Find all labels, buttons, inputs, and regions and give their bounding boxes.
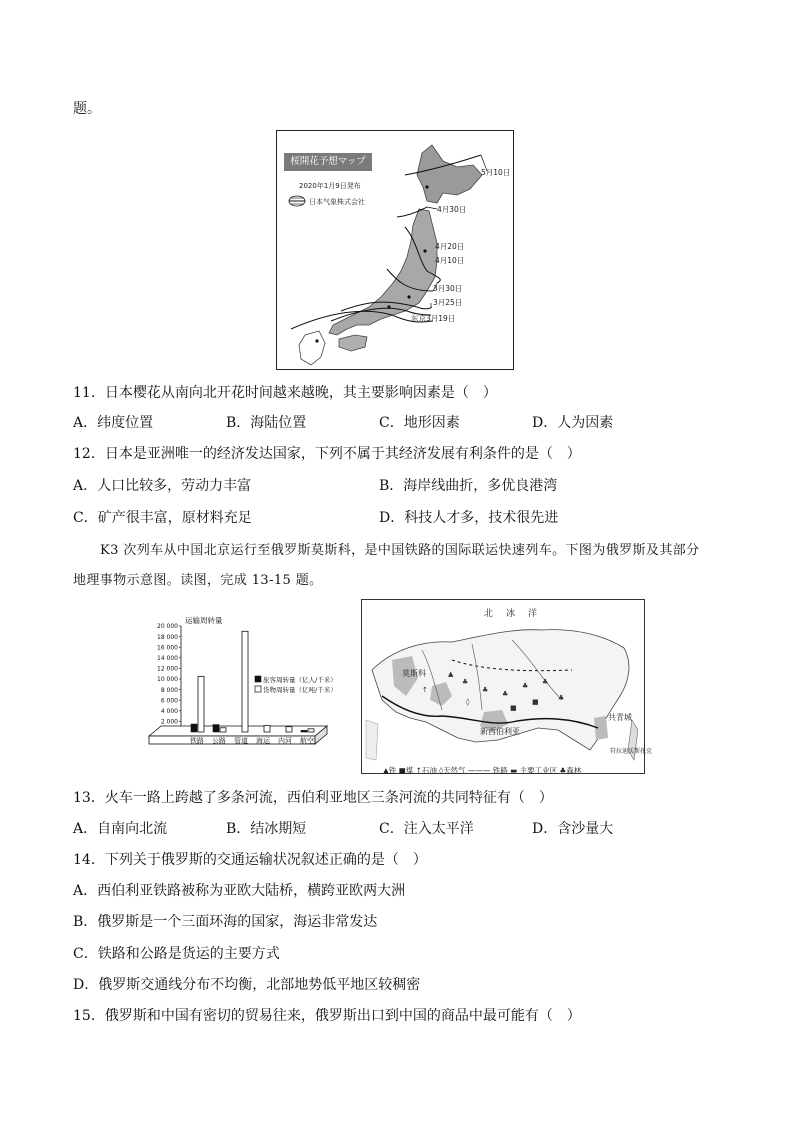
map-title: 桜開花予想マップ: [284, 153, 372, 171]
bar-passenger: [301, 730, 307, 732]
svg-text:▲: ▲: [448, 670, 454, 678]
y-tick-label: 20 000: [157, 623, 178, 631]
q13-option-a[interactable]: A．自南向北流: [73, 821, 168, 837]
y-tick-label: 14 000: [157, 655, 178, 662]
q11-option-c[interactable]: C．地形因素: [379, 415, 460, 431]
q14-option-d[interactable]: D．俄罗斯交通线分布不均衡，北部地势低平地区较稠密: [73, 977, 421, 993]
isoline-label: 3月25日: [433, 298, 463, 307]
svg-text:♣: ♣: [502, 690, 509, 698]
q13-option-d[interactable]: D．含沙量大: [532, 821, 614, 837]
transport-volume-chart: [145, 614, 337, 764]
q14-option-a[interactable]: A．西伯利亚铁路被称为亚欧大陆桥，横跨亚欧两大洲: [73, 883, 406, 899]
city-label-komsomolsk: 共青城: [608, 713, 632, 722]
q14-option-b[interactable]: B．俄罗斯是一个三面环海的国家，海运非常发达: [73, 914, 378, 930]
russia-map-graphic: [362, 600, 644, 773]
q12-option-d[interactable]: D．科技人才多，技术很先进: [379, 510, 559, 526]
bar-freight: [264, 726, 270, 732]
isoline-label: 5月10日: [481, 168, 511, 177]
passage-line-2: 地理事物示意图。读图，完成 13-15 题。: [73, 573, 323, 588]
q11-option-b[interactable]: B．海陆位置: [226, 415, 307, 431]
q14-option-c[interactable]: C．铁路和公路是货运的主要方式: [73, 946, 280, 962]
bar-freight: [308, 729, 314, 732]
q13-option-b[interactable]: B．结冰期短: [226, 821, 307, 837]
svg-text:♣: ♣: [558, 694, 565, 702]
map-company: 日本气象株式会社: [309, 198, 365, 206]
svg-text:♣: ♣: [522, 682, 529, 690]
q12-option-c[interactable]: C．矿产很丰富，原材料充足: [73, 510, 252, 526]
chart-canvas: [145, 614, 337, 764]
bar-freight: [198, 676, 204, 732]
isoline-label: 4月20日: [435, 242, 465, 251]
q11-option-d[interactable]: D．人为因素: [532, 415, 614, 431]
y-tick-label: 18 000: [157, 633, 178, 641]
russia-map-legend: ▲铁 ■煤 ↑石油 ◊天然气 ——— 铁路 ▬ 主要工业区 ♣森林: [383, 766, 582, 775]
x-category-label: 铁路: [190, 737, 204, 745]
y-tick-label: 8 000: [160, 686, 178, 694]
svg-text:♣: ♣: [482, 686, 489, 694]
legend-label-freight: 货物周转量（亿吨/千米）: [263, 686, 337, 694]
russia-map: [361, 599, 653, 774]
q13-option-c[interactable]: C．注入太平洋: [379, 821, 474, 837]
q12-option-a[interactable]: A．人口比较多，劳动力丰富: [73, 478, 252, 494]
x-category-label: 管道: [234, 737, 248, 745]
x-category-label: 公路: [212, 737, 226, 745]
city-label-vladivostok: 符拉迪沃斯托克: [610, 748, 653, 755]
bar-freight: [220, 728, 226, 732]
isoline-label: 东京3月19日: [411, 314, 456, 323]
bar-passenger: [191, 724, 197, 732]
isoline-label: 4月10日: [435, 256, 465, 265]
legend-swatch-freight: [255, 686, 261, 692]
svg-text:■: ■: [532, 698, 539, 706]
isoline-label: 3月30日: [433, 284, 463, 293]
svg-text:■: ■: [510, 704, 517, 712]
svg-text:↑: ↑: [422, 686, 428, 694]
y-tick-label: 10 000: [157, 676, 178, 684]
y-tick-label: 4 000: [160, 708, 178, 715]
isoline-label: 4月30日: [437, 205, 467, 214]
y-tick-label: 6 000: [160, 697, 178, 705]
bar-freight: [286, 727, 292, 732]
svg-text:♣: ♣: [462, 678, 469, 686]
city-label-novosibirsk: 新西伯利亚: [480, 727, 520, 736]
question-12-stem: 12．日本是亚洲唯一的经济发达国家，下列不属于其经济发展有利条件的是（ ）: [73, 446, 581, 462]
q11-option-a[interactable]: A．纬度位置: [73, 415, 154, 431]
passage-line-1: K3 次列车从中国北京运行至俄罗斯莫斯科，是中国铁路的国际联运快速列车。下图为俄罗斯及其部分: [100, 543, 700, 558]
question-15-stem: 15．俄罗斯和中国有密切的贸易往来，俄罗斯出口到中国的商品中最可能有（ ）: [73, 1008, 581, 1024]
y-tick-label: 2 000: [160, 718, 178, 726]
question-13-stem: 13．火车一路上跨越了多条河流，西伯利亚地区三条河流的共同特征有（ ）: [73, 790, 553, 806]
svg-text:◊: ◊: [466, 698, 470, 706]
question-11-stem: 11．日本樱花从南向北开花时间越来越晚，其主要影响因素是（ ）: [73, 385, 497, 401]
legend-swatch-passenger: [255, 676, 261, 682]
chart-title: 运输周转量: [185, 616, 223, 625]
y-tick-label: 12 000: [157, 665, 178, 673]
city-label-moscow: 莫斯科: [402, 669, 426, 678]
chart-base-top: [149, 726, 327, 736]
x-category-label: 海运: [256, 737, 270, 745]
y-tick-label: 16 000: [157, 644, 178, 652]
intro-tail: 题。: [73, 101, 101, 117]
question-14-stem: 14．下列关于俄罗斯的交通运输状况叙述正确的是（ ）: [73, 852, 427, 868]
x-category-label: 航空: [300, 737, 314, 745]
map-publish-date: 2020年1月9日発布: [299, 182, 361, 190]
arctic-ocean-label: 北 冰 洋: [484, 609, 540, 619]
x-category-label: 内河: [278, 737, 292, 745]
bar-passenger: [213, 725, 219, 732]
svg-text:♣: ♣: [542, 678, 549, 686]
legend-label-passenger: 旅客周转量（亿人/千米）: [263, 676, 337, 684]
bar-freight: [242, 631, 248, 732]
q12-option-b[interactable]: B．海岸线曲折，多优良港湾: [379, 478, 558, 494]
sakura-forecast-map: [276, 130, 514, 370]
